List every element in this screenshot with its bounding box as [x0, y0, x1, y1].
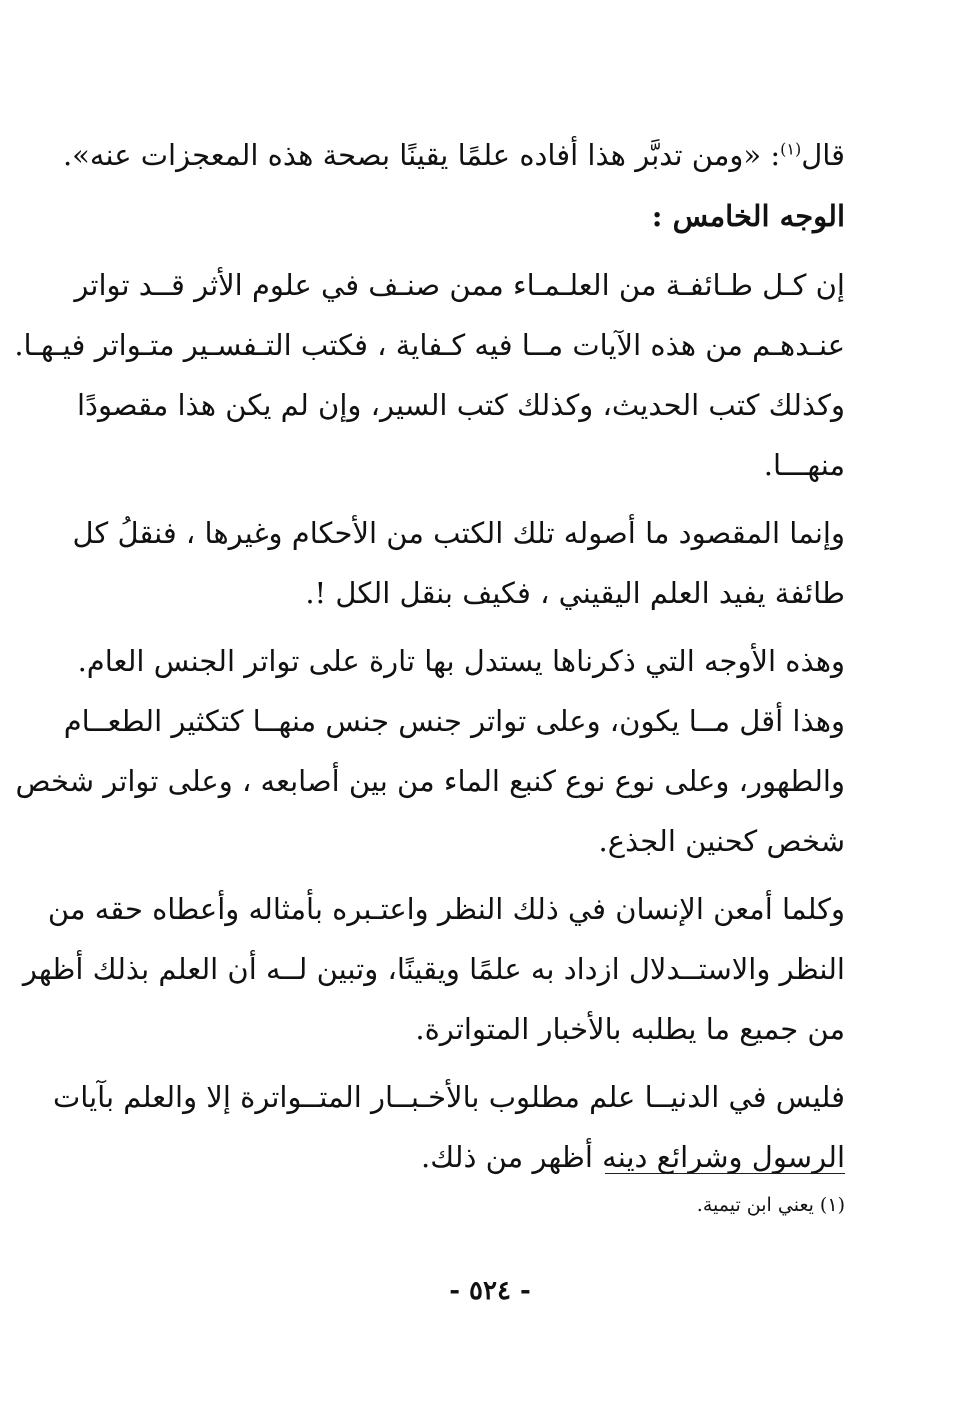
page-body	[14, 125, 845, 1187]
quote-text: : «ومن تدبَّر هذا أفاده علمًا يقينًا بصحة هذه المعجزات عنه».	[62, 138, 781, 172]
text-line: الرسول وشرائع دينه أظهر من ذلك.	[420, 1140, 845, 1174]
text-line: عنـدهـم من هذه الآيات مــا فيه كـفاية ، فكتب التـفسـير متـواتر فيـهـا.	[14, 328, 845, 362]
text-line: النظر والاستــدلال ازداد به علمًا ويقينًا، وتبين لــه أن العلم بذلك أظهر	[22, 952, 845, 986]
text-line: فليس في الدنيــا علم مطلوب بالأخـبــار المتــواترة إلا والعلم بآيات	[52, 1080, 845, 1114]
text-line: من جميع ما يطلبه بالأخبار المتواترة.	[415, 1012, 845, 1046]
text-line: شخص كحنين الجذع.	[598, 824, 845, 858]
section-heading: الوجه الخامس :	[651, 199, 845, 233]
text-line: وكذلك كتب الحديث، وكذلك كتب السير، وإن لم يكن هذا مقصودًا	[76, 388, 845, 422]
text-line: وهذا أقل مــا يكون، وعلى تواتر جنس جنس منهــا كتكثير الطعــام	[63, 704, 845, 738]
text-line: وإنما المقصود ما أصوله تلك الكتب من الأحكام وغيرها ، فنقلُ كل	[72, 516, 845, 550]
footnote: (١) يعني ابن تيمية.	[696, 1194, 845, 1216]
text-line: وهذه الأوجه التي ذكرناها يستدل بها تارة على تواتر الجنس العام.	[77, 644, 845, 678]
text-line: والطهور، وعلى نوع نوع كنبع الماء من بين أصابعه ، وعلى تواتر شخص	[15, 764, 845, 798]
text-line: منهـــا.	[763, 448, 845, 482]
quote-prefix: قال	[801, 138, 845, 172]
text-line: إن كـل طـائفـة من العلـمـاء ممن صنـف في علوم الأثر قــد تواتر	[74, 268, 845, 302]
page-number: - ٥٢٤ -	[449, 1276, 531, 1306]
quote-line	[62, 125, 845, 185]
footnote-reference[interactable]: (١)	[780, 139, 802, 159]
text-line: وكلما أمعن الإنسان في ذلك النظر واعتـبره بأمثاله وأعطاه حقه من	[47, 892, 845, 926]
text-line: طائفة يفيد العلم اليقيني ، فكيف بنقل الكل !.	[305, 576, 845, 610]
footnote-divider	[605, 1173, 845, 1174]
